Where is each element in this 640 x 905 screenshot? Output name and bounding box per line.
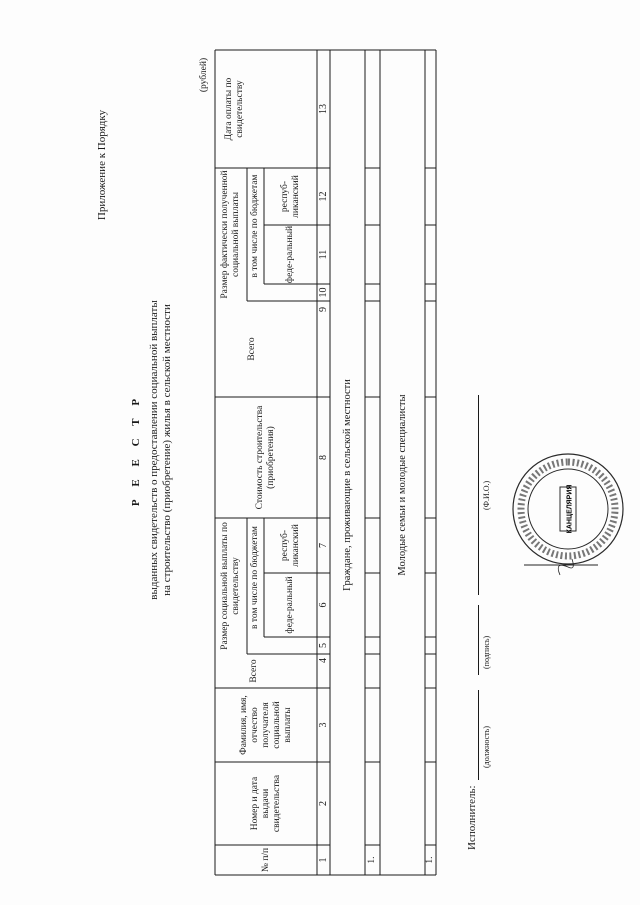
column-number: 7 [318, 543, 329, 548]
handwritten-signature [520, 535, 600, 605]
column-number: 1 [318, 857, 329, 863]
header-actual-payment: Размер фактически полученной социальной выплаты [220, 170, 241, 299]
position-line [478, 690, 479, 780]
subtitle-line-2: на строительство (приобретение) жилья в сельской местности [161, 304, 173, 596]
header-no: № п/п [260, 847, 271, 873]
column-number: 13 [318, 104, 329, 114]
header-payment-by-certificate: Размер социальной выплаты по свидетельству [220, 522, 241, 650]
column-number: 3 [318, 722, 329, 728]
units-note: (рублей) [199, 57, 209, 93]
column-number: 10 [318, 287, 329, 298]
row-number: 1. [425, 856, 435, 864]
header-total-actual: Всего [247, 337, 257, 361]
executor-signature-block [466, 675, 496, 850]
column-number: 9 [318, 307, 329, 312]
category-rural-citizens: Граждане, проживающие в сельской местности [342, 379, 353, 591]
column-number: 4 [318, 658, 329, 663]
signature-line [478, 605, 479, 675]
row-number: 1. [367, 856, 377, 864]
signature-caption: (подпись) [482, 635, 491, 669]
name-line [478, 395, 479, 595]
column-number: 8 [318, 455, 329, 460]
header-including-budgets-actual: в том числе по бюджетам [250, 174, 260, 278]
subtitle-line-1: выданных свидетельств о предоставлении социальной выплаты [148, 300, 160, 600]
executor-label: Исполнитель: [466, 785, 478, 850]
header-including-budgets: в том числе по бюджетам [250, 526, 260, 629]
header-federal-actual: феде-ральный [285, 225, 295, 284]
header-certificate: Номер и дата выдачи свидетельства [249, 774, 282, 833]
column-number: 2 [318, 801, 329, 806]
column-number: 12 [318, 191, 329, 202]
document-title: Р Е Е С Т Р [130, 393, 142, 507]
position-caption: (должность) [482, 726, 491, 768]
column-number: 6 [318, 602, 329, 608]
stamp-center-text: КАНЦЕЛЯРИЯ [566, 484, 574, 534]
header-payment-date: Дата оплаты по свидетельству [224, 77, 245, 141]
category-young-families: Молодые семьи и молодые специалисты [397, 394, 408, 576]
column-number: 5 [318, 643, 329, 648]
header-federal: феде-ральный [285, 576, 295, 634]
column-number: 11 [318, 249, 329, 260]
name-caption: (Ф.И.О.) [482, 480, 491, 510]
appendix-note: Приложение к Порядку [96, 109, 108, 221]
header-total: Всего [249, 659, 259, 683]
header-republican-actual: респуб-ликанский [279, 175, 301, 218]
header-republican: респуб-ликанский [279, 524, 301, 567]
header-recipient-name: Фамилия, имя, отчество получателя социальной выплаты [238, 695, 293, 755]
header-construction-cost: Стоимость строительства (приобретения) [255, 405, 276, 510]
